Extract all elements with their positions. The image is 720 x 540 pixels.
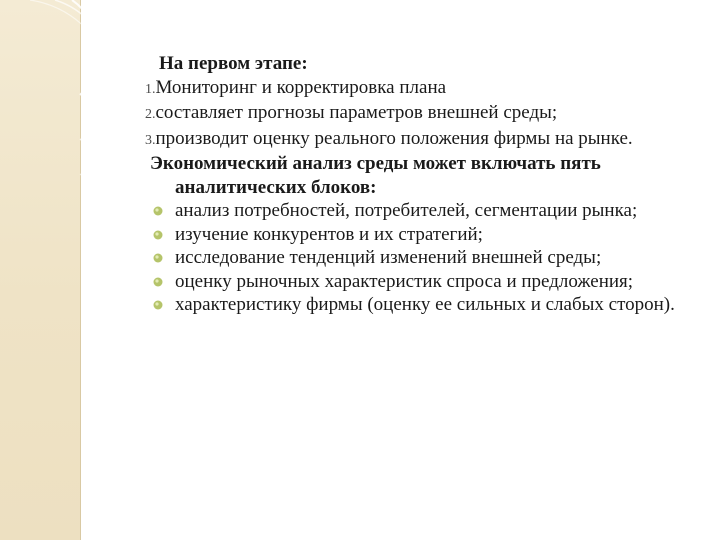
left-decorative-panel: [0, 0, 80, 540]
bullet-icon: [153, 277, 163, 287]
list-item: [145, 199, 695, 223]
item-text: Мониторинг и корректировка плана: [155, 76, 447, 98]
item-text: составляет прогнозы параметров внешней среды;: [155, 102, 558, 123]
numbered-item-1: [145, 76, 695, 102]
list-item: [145, 270, 695, 294]
list-item-text: анализ потребностей, потребителей, сегментации рынка;: [175, 200, 638, 221]
list-item-text: оценку рыночных характеристик спроса и предложения;: [175, 270, 634, 292]
item-number: 1.: [145, 81, 156, 97]
numbered-item-3: [145, 127, 695, 153]
list-item-text: изучение конкурентов и их стратегий;: [175, 223, 483, 245]
slide-content: [145, 52, 695, 317]
list-item: [145, 223, 695, 247]
item-text: производит оценку реального положения фирмы на рынке.: [155, 127, 633, 149]
bullet-icon: [153, 300, 163, 310]
item-number: 2.: [145, 107, 156, 122]
list-item-text: характеристику фирмы (оценку ее сильных и слабых сторон).: [175, 294, 675, 315]
stage-heading: На первом этапе:: [159, 53, 308, 74]
section-title: Экономический анализ среды может включать пять аналитических блоков:: [150, 153, 601, 198]
list-item-text: исследование тенденций изменений внешней среды;: [175, 247, 602, 268]
bullet-icon: [153, 230, 163, 240]
list-item: [145, 293, 695, 317]
bullet-icon: [153, 206, 163, 216]
panel-divider: [80, 0, 81, 540]
list-item: [145, 246, 695, 270]
item-number: 3.: [145, 132, 156, 148]
bullet-icon: [153, 253, 163, 263]
numbered-item-2: [145, 101, 695, 127]
analysis-blocks-list: [145, 199, 695, 317]
